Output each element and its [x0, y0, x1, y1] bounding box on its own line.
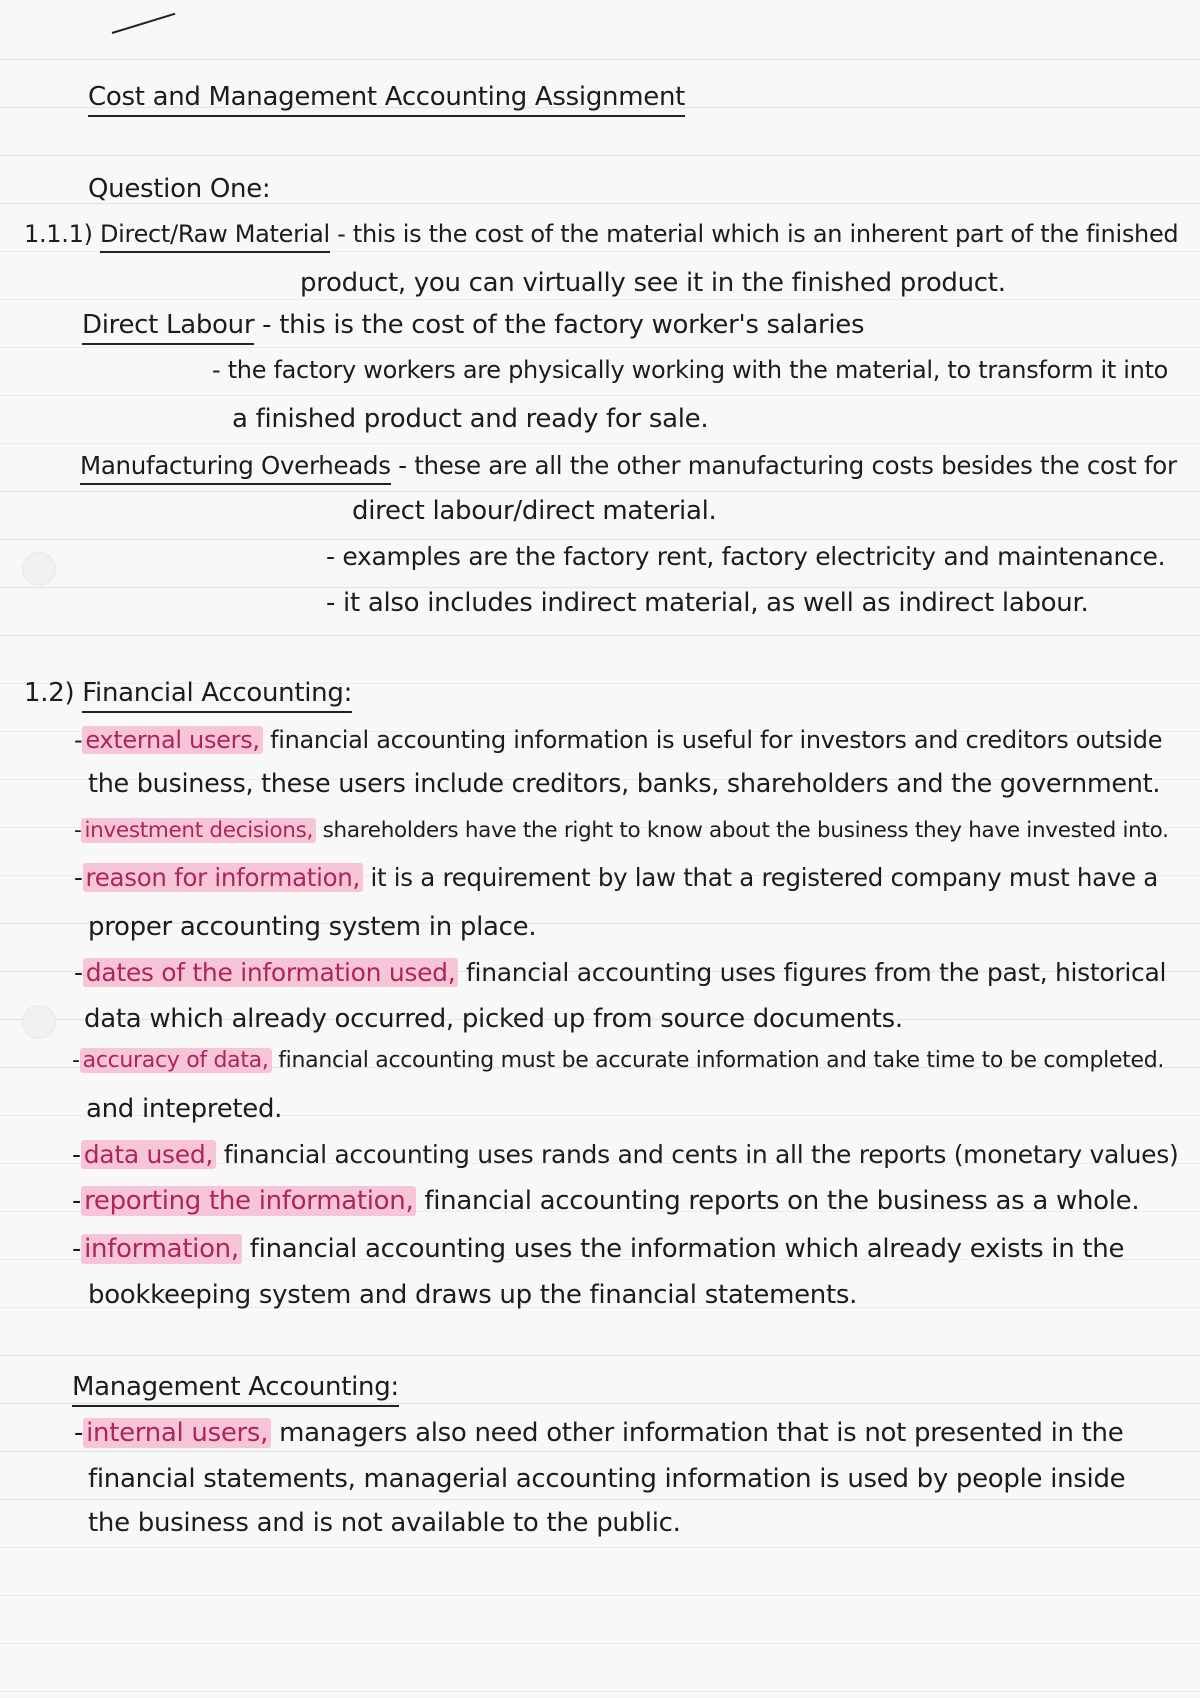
direct-labour-term: Direct Labour	[82, 310, 254, 345]
financial-point: - data used, financial accounting uses rands and cents in all the reports (monetary values)	[72, 1140, 1179, 1169]
direct-labour-definition: - this is the cost of the factory worker's salaries	[254, 310, 865, 340]
management-heading-line	[72, 1374, 399, 1400]
point-term: accuracy of data,	[80, 1048, 272, 1073]
direct-labour-entry	[82, 312, 864, 338]
question-heading: Question One:	[88, 174, 271, 204]
point-term: data used,	[81, 1140, 216, 1169]
point-term: reporting the information,	[81, 1186, 416, 1216]
page-title: Cost and Management Accounting Assignment	[88, 84, 685, 110]
financial-heading-line	[24, 680, 352, 706]
management-point-cont: financial statements, managerial accounting information is used by people inside	[88, 1464, 1126, 1494]
punch-hole	[22, 552, 56, 586]
direct-labour-point-cont: a finished product and ready for sale.	[232, 404, 709, 434]
financial-accounting-heading: Financial Accounting:	[82, 678, 352, 713]
financial-point-cont: data which already occurred, picked up from source documents.	[84, 1004, 903, 1034]
financial-point: - accuracy of data, financial accounting must be accurate information and take time to be completed.	[72, 1048, 1165, 1073]
management-point: - internal users, managers also need other information that is not presented in the	[74, 1418, 1124, 1448]
direct-material-entry	[24, 222, 1178, 246]
financial-point-cont: the business, these users include creditors, banks, shareholders and the government.	[88, 769, 1161, 799]
financial-point-cont: bookkeeping system and draws up the financial statements.	[88, 1280, 858, 1310]
point-term: reason for information,	[83, 863, 363, 892]
check-mark-icon	[112, 13, 176, 34]
financial-point: - external users, financial accounting information is useful for investors and creditors outside	[74, 726, 1163, 754]
financial-point-cont: and intepreted.	[86, 1094, 283, 1124]
financial-point-cont: proper accounting system in place.	[88, 912, 537, 942]
financial-point: - dates of the information used, financial accounting uses figures from the past, historical	[74, 958, 1167, 987]
question-number: 1.1.1)	[24, 220, 93, 248]
overheads-definition-cont: direct labour/direct material.	[352, 496, 717, 526]
overheads-example: - examples are the factory rent, factory electricity and maintenance.	[326, 542, 1166, 571]
overheads-entry	[80, 451, 1177, 480]
overheads-note: - it also includes indirect material, as well as indirect labour.	[326, 588, 1089, 618]
overheads-definition: - these are all the other manufacturing costs besides the cost for	[390, 451, 1177, 480]
direct-material-term: Direct/Raw Material	[100, 220, 330, 253]
point-term: external users,	[82, 726, 262, 754]
punch-hole	[22, 1005, 56, 1039]
point-term: information,	[81, 1234, 242, 1264]
point-term: internal users,	[83, 1418, 271, 1448]
financial-point: - reason for information, it is a requirement by law that a registered company must have a	[74, 863, 1158, 892]
financial-point: - reporting the information, financial accounting reports on the business as a whole.	[72, 1186, 1140, 1216]
point-term: investment decisions,	[81, 818, 316, 843]
overheads-term: Manufacturing Overheads	[80, 451, 391, 485]
question-number: 1.2)	[24, 678, 75, 708]
financial-point: - investment decisions, shareholders have the right to know about the business they have invested into.	[74, 818, 1169, 843]
financial-point: - information, financial accounting uses the information which already exists in the	[72, 1234, 1125, 1264]
direct-labour-point: - the factory workers are physically working with the material, to transform it into	[212, 356, 1169, 384]
direct-material-definition: - this is the cost of the material which is an inherent part of the finished	[329, 220, 1179, 248]
point-term: dates of the information used,	[83, 958, 459, 987]
management-accounting-heading: Management Accounting:	[72, 1372, 399, 1407]
direct-material-definition-cont: product, you can virtually see it in the finished product.	[300, 268, 1006, 298]
management-point-cont: the business and is not available to the public.	[88, 1508, 681, 1538]
